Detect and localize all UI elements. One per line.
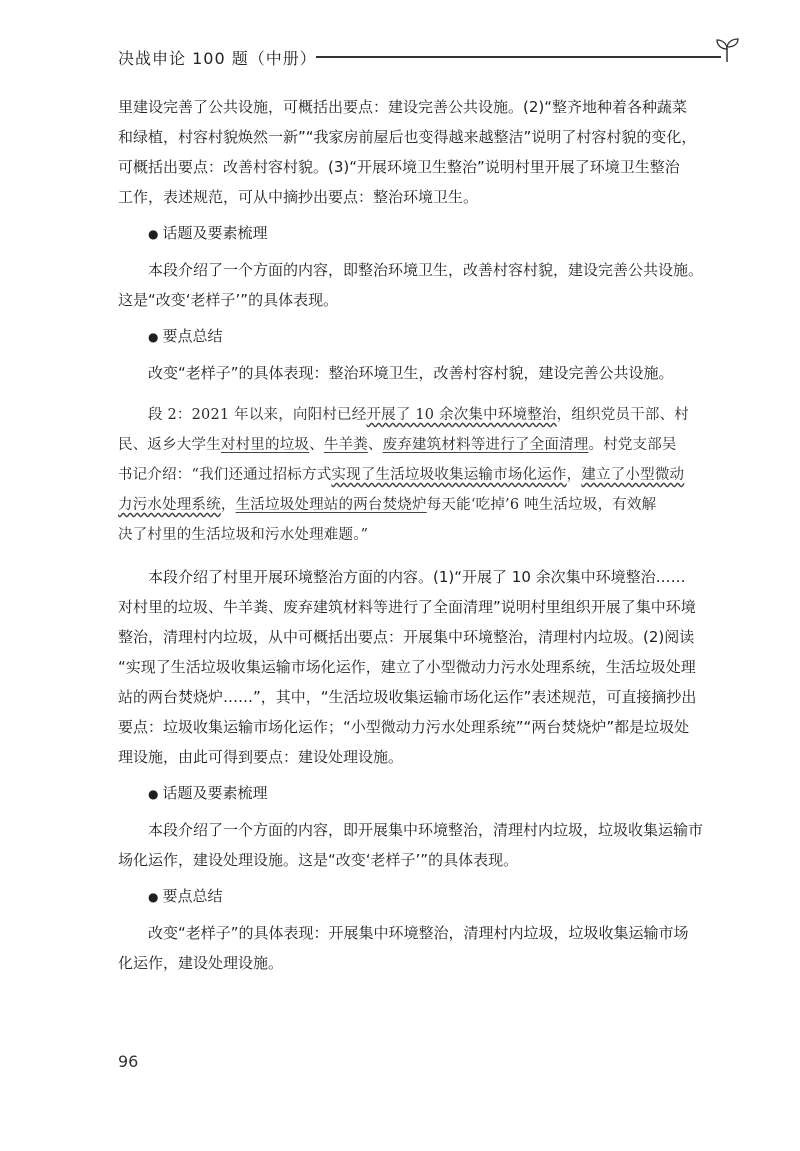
book-title: 决战申论 100 题（中册）: [118, 49, 317, 68]
text-line: 理设施，由此可得到要点：建设处理设施。: [118, 748, 404, 766]
text-line: 整治，清理村内垃圾，从中可概括出要点：开展集中环境整治，清理村内垃圾。(2)阅读: [118, 628, 695, 646]
summary-text: 改变“老样子”的具体表现：整治环境卫生，改善村容村貌，建设完善公共设施。: [148, 364, 674, 382]
text-line: 可概括出要点：改善村容村貌。(3)“开展环境卫生整治”说明村里开展了环境卫生整治: [118, 158, 680, 176]
wavy-underline: 开展了 10 余次集中环境整治: [366, 407, 557, 423]
paragraph-analysis-2: [118, 562, 723, 772]
text-line: 本段介绍了一个方面的内容，即开展集中环境整治，清理村内垃圾，垃圾收集运输市: [148, 821, 704, 839]
text-line: 要点：垃圾收集运输市场化运作；“小型微动力污水处理系统”“两台焚烧炉”都是垃圾处: [118, 718, 690, 736]
text-line: 对村里的垃圾、牛羊粪、废弃建筑材料等进行了全面清理”说明村里组织开展了集中环境: [118, 598, 696, 616]
text-line: “实现了生活垃圾收集运输市场化运作，建立了小型微动力污水处理系统，生活垃圾处理: [118, 658, 696, 676]
page-body: [118, 92, 723, 978]
text-line: 里建设完善了公共设施，可概括出要点：建设完善公共设施。(2)“整齐地种着各种蔬菜: [118, 98, 688, 116]
text-line: 站的两台焚烧炉……”，其中，“生活垃圾收集运输市场化运作”表述规范，可直接摘抄出: [118, 688, 697, 706]
source-quote: [118, 400, 723, 550]
text-line: 这是“改变‘老样子’”的具体表现。: [118, 291, 339, 309]
page-number: 96: [118, 1052, 139, 1071]
text-line: 和绿植，村容村貌焕然一新”“我家房前屋后也变得越来越整洁”说明了村容村貌的变化，: [118, 128, 697, 146]
wavy-underline: 力污水处理系统: [118, 497, 221, 513]
bullet-icon: ●: [148, 330, 159, 344]
text-line: 改变“老样子”的具体表现：开展集中环境整治，清理村内垃圾，垃圾收集运输市场: [148, 924, 689, 942]
bullet-icon: ●: [148, 890, 159, 904]
section-heading: ● 要点总结: [148, 887, 223, 905]
text-line: 工作，表述规范，可从中摘抄出要点：整治环境卫生。: [118, 188, 479, 206]
section-heading: ● 话题及要素梳理: [148, 224, 268, 242]
underline: 牛羊粪: [323, 437, 368, 453]
header-rule: [316, 56, 721, 58]
bullet-icon: ●: [148, 227, 159, 241]
wavy-underline: 建立了小型微动: [581, 467, 685, 483]
quote-line: 决了村里的生活垃圾和污水处理难题。”: [118, 527, 369, 543]
text-line: 本段介绍了村里开展环境整治方面的内容。(1)“开展了 10 余次集中环境整治……: [148, 568, 686, 586]
quote-line: 民、返乡大学生对村里的垃圾、牛羊粪、废弃建筑材料等进行了全面清理。村党支部吴: [118, 437, 677, 453]
wavy-underline: 实现了生活垃圾收集运输市场化运作: [331, 467, 567, 483]
text-line: 本段介绍了一个方面的内容，即整治环境卫生，改善村容村貌，建设完善公共设施。: [148, 261, 704, 279]
section-heading: ● 话题及要素梳理: [148, 784, 268, 802]
underline: 废弃建筑材料等进行了全面清理: [382, 437, 589, 453]
quote-line: 力污水处理系统，生活垃圾处理站的两台焚烧炉每天能‘吃掉’6 吨生活垃圾，有效解: [118, 497, 657, 513]
sprout-icon: [713, 36, 741, 64]
text-line: 化运作，建设处理设施。: [118, 954, 284, 972]
paragraph-analysis-1: [118, 92, 723, 212]
bullet-icon: ●: [148, 787, 159, 801]
underline: 生活垃圾处理站的两台焚烧炉: [235, 497, 427, 513]
quote-line: 段 2：2021 年以来，向阳村已经开展了 10 余次集中环境整治，组织党员干部、村: [148, 407, 689, 423]
text-line: 场化运作，建设处理设施。这是“改变‘老样子’”的具体表现。: [118, 851, 519, 869]
section-heading: ● 要点总结: [148, 327, 223, 345]
underline: 对村里的垃圾: [220, 437, 310, 453]
running-header: [118, 40, 738, 80]
quote-line: 书记介绍：“我们还通过招标方式实现了生活垃圾收集运输市场化运作，建立了小型微动: [118, 467, 685, 483]
